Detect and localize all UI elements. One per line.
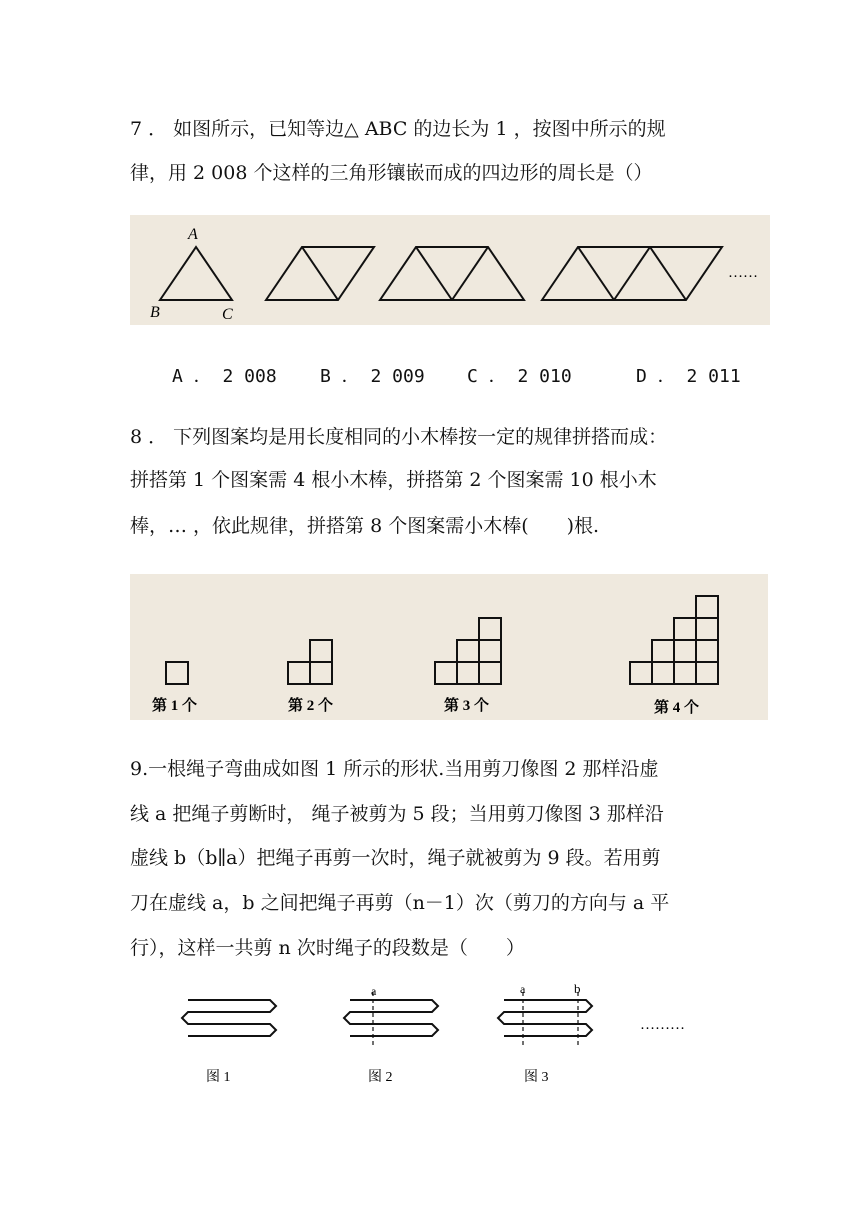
cut-label-a-fig3: a bbox=[520, 982, 526, 996]
trapezoid-3-triangles bbox=[380, 247, 524, 300]
q9-rope-figure bbox=[170, 980, 710, 1090]
triangle-abc bbox=[160, 247, 232, 300]
q7-option-c[interactable]: C ． 2 010 bbox=[467, 366, 572, 387]
cut-label-a-fig2: a bbox=[371, 984, 377, 998]
q8-matchstick-svg bbox=[130, 574, 768, 720]
vertex-label-b: B bbox=[150, 304, 160, 321]
vertex-label-a: A bbox=[188, 226, 198, 243]
q9-text-line-5: 行），这样一共剪 n 次时绳子的段数是（ ） bbox=[130, 937, 525, 959]
q8-text-line-1: 8 ． 下列图案均是用长度相同的小木棒按一定的规律拼搭而成： bbox=[130, 426, 668, 448]
pattern-3-caption: 第 3 个 bbox=[444, 698, 490, 714]
vertex-label-c: C bbox=[222, 306, 233, 323]
q9-text-line-3: 虚线 b（b∥a）把绳子再剪一次时，绳子就被剪为 9 段。若用剪 bbox=[130, 847, 661, 869]
rope-caption-1: 图 1 bbox=[206, 1070, 231, 1085]
q7-ellipsis: …… bbox=[728, 265, 758, 281]
rope-caption-2: 图 2 bbox=[368, 1070, 393, 1085]
q7-option-d[interactable]: D ． 2 011 bbox=[636, 366, 741, 387]
pattern-4-caption: 第 4 个 bbox=[654, 700, 700, 716]
pattern-2 bbox=[288, 640, 332, 684]
q8-text-line-3: 棒，… ，依此规律，拼搭第 8 个图案需小木棒( )根. bbox=[130, 515, 600, 537]
q9-ellipsis: ……… bbox=[640, 1017, 685, 1033]
rope-caption-3: 图 3 bbox=[524, 1070, 549, 1085]
q8-matchstick-figure bbox=[130, 574, 768, 720]
q7-triangle-svg bbox=[130, 215, 770, 325]
q8-text-line-2: 拼搭第 1 个图案需 4 根小木棒，拼搭第 2 个图案需 10 根小木 bbox=[130, 469, 657, 491]
pattern-2-caption: 第 2 个 bbox=[288, 698, 334, 714]
q9-text-line-1: 9.一根绳子弯曲成如图 1 所示的形状.当用剪刀像图 2 那样沿虚 bbox=[130, 758, 659, 780]
q7-option-a[interactable]: A ． 2 008 bbox=[172, 366, 277, 387]
q7-triangle-figure bbox=[130, 215, 770, 325]
pattern-1 bbox=[166, 662, 188, 684]
cut-label-b-fig3: b bbox=[574, 981, 581, 996]
pattern-1-caption: 第 1 个 bbox=[152, 698, 198, 714]
q7-text-line-2: 律，用 2 008 个这样的三角形镶嵌而成的四边形的周长是（） bbox=[130, 162, 653, 184]
q9-text-line-4: 刀在虚线 a，b 之间把绳子再剪（n－1）次（剪刀的方向与 a 平 bbox=[130, 892, 670, 914]
q7-option-b[interactable]: B ． 2 009 bbox=[320, 366, 425, 387]
q9-text-line-2: 线 a 把绳子剪断时， 绳子被剪为 5 段；当用剪刀像图 3 那样沿 bbox=[130, 803, 664, 825]
q7-text-line-1: 7 ． 如图所示，已知等边△ ABC 的边长为 1 ，按图中所示的规 bbox=[130, 118, 666, 140]
rope-figure-1 bbox=[182, 1000, 276, 1036]
rope-figure-2 bbox=[344, 1000, 438, 1036]
pattern-4 bbox=[630, 596, 718, 684]
pattern-3 bbox=[435, 618, 501, 684]
